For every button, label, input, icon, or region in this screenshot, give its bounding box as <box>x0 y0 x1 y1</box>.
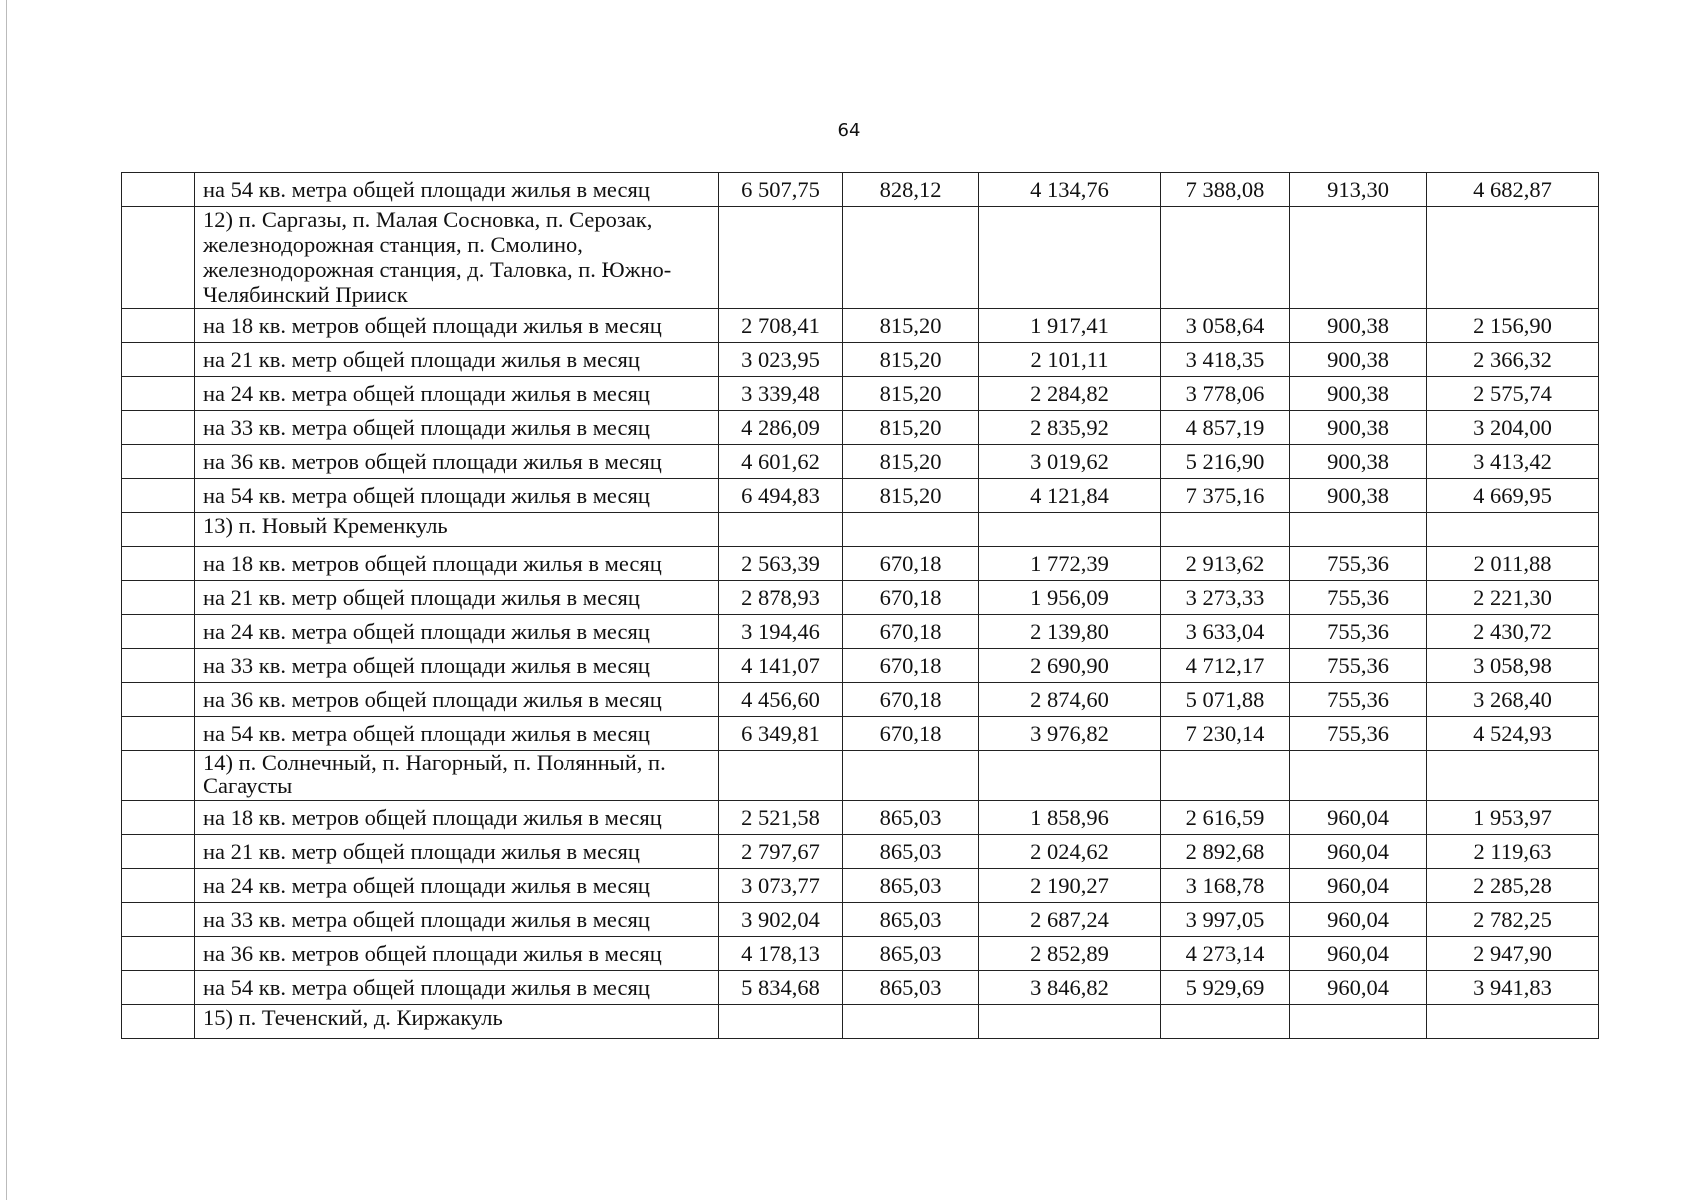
value-cell-col-1: 6 507,75 <box>719 173 843 207</box>
value-cell-col-1 <box>719 207 843 309</box>
value-cell-col-6 <box>1427 513 1599 547</box>
value-cell-col-3: 3 976,82 <box>979 717 1161 751</box>
value-cell-col-4: 5 929,69 <box>1161 971 1290 1005</box>
section-heading-cell: 15) п. Теченский, д. Киржакуль <box>195 1005 719 1039</box>
table-row <box>122 801 1599 835</box>
row-number-cell <box>122 445 195 479</box>
value-cell-col-5: 900,38 <box>1290 309 1427 343</box>
value-cell-col-2: 670,18 <box>843 649 979 683</box>
value-cell-col-1: 3 339,48 <box>719 377 843 411</box>
row-number-cell <box>122 479 195 513</box>
row-number-cell <box>122 937 195 971</box>
value-cell-col-2 <box>843 1005 979 1039</box>
value-cell-col-5: 900,38 <box>1290 377 1427 411</box>
value-cell-col-5 <box>1290 751 1427 801</box>
row-number-cell <box>122 377 195 411</box>
value-cell-col-6: 2 430,72 <box>1427 615 1599 649</box>
table-row <box>122 869 1599 903</box>
value-cell-col-5: 960,04 <box>1290 937 1427 971</box>
value-cell-col-3 <box>979 207 1161 309</box>
row-number-cell <box>122 343 195 377</box>
value-cell-col-6: 3 941,83 <box>1427 971 1599 1005</box>
value-cell-col-4: 4 857,19 <box>1161 411 1290 445</box>
table-row <box>122 971 1599 1005</box>
value-cell-col-3: 2 852,89 <box>979 937 1161 971</box>
value-cell-col-3 <box>979 513 1161 547</box>
value-cell-col-3: 3 019,62 <box>979 445 1161 479</box>
table-row <box>122 581 1599 615</box>
tariff-table <box>121 172 1599 1039</box>
value-cell-col-1: 2 797,67 <box>719 835 843 869</box>
value-cell-col-3: 2 687,24 <box>979 903 1161 937</box>
row-number-cell <box>122 869 195 903</box>
table-row <box>122 479 1599 513</box>
value-cell-col-4: 7 375,16 <box>1161 479 1290 513</box>
value-cell-col-6: 2 156,90 <box>1427 309 1599 343</box>
description-cell: на 33 кв. метра общей площади жилья в месяц <box>195 903 719 937</box>
description-cell: на 36 кв. метров общей площади жилья в месяц <box>195 937 719 971</box>
value-cell-col-4: 2 616,59 <box>1161 801 1290 835</box>
row-number-cell <box>122 649 195 683</box>
value-cell-col-4: 7 388,08 <box>1161 173 1290 207</box>
row-number-cell <box>122 971 195 1005</box>
value-cell-col-3: 1 917,41 <box>979 309 1161 343</box>
value-cell-col-6: 4 682,87 <box>1427 173 1599 207</box>
value-cell-col-6: 2 575,74 <box>1427 377 1599 411</box>
value-cell-col-4: 3 418,35 <box>1161 343 1290 377</box>
value-cell-col-5: 755,36 <box>1290 615 1427 649</box>
value-cell-col-2: 865,03 <box>843 937 979 971</box>
value-cell-col-2 <box>843 751 979 801</box>
value-cell-col-6: 3 204,00 <box>1427 411 1599 445</box>
value-cell-col-1: 4 141,07 <box>719 649 843 683</box>
value-cell-col-3: 2 190,27 <box>979 869 1161 903</box>
value-cell-col-2: 815,20 <box>843 479 979 513</box>
value-cell-col-1: 2 708,41 <box>719 309 843 343</box>
value-cell-col-2: 828,12 <box>843 173 979 207</box>
row-number-cell <box>122 173 195 207</box>
table-row <box>122 377 1599 411</box>
row-number-cell <box>122 717 195 751</box>
section-heading-cell: 12) п. Саргазы, п. Малая Сосновка, п. Серозак, железнодорожная станция, п. Смолино, железнодорожная станция, д. Таловка, п. Южно-Челябинский Прииск <box>195 207 719 309</box>
description-cell: на 54 кв. метра общей площади жилья в месяц <box>195 971 719 1005</box>
value-cell-col-4: 4 273,14 <box>1161 937 1290 971</box>
value-cell-col-5 <box>1290 513 1427 547</box>
value-cell-col-2 <box>843 207 979 309</box>
value-cell-col-2: 815,20 <box>843 309 979 343</box>
description-cell: на 21 кв. метр общей площади жилья в месяц <box>195 835 719 869</box>
description-cell: на 18 кв. метров общей площади жилья в месяц <box>195 801 719 835</box>
scan-edge-line <box>6 0 7 1200</box>
value-cell-col-4: 3 997,05 <box>1161 903 1290 937</box>
value-cell-col-4 <box>1161 1005 1290 1039</box>
value-cell-col-4: 5 216,90 <box>1161 445 1290 479</box>
value-cell-col-4: 4 712,17 <box>1161 649 1290 683</box>
value-cell-col-3: 2 139,80 <box>979 615 1161 649</box>
value-cell-col-3: 2 101,11 <box>979 343 1161 377</box>
value-cell-col-2 <box>843 513 979 547</box>
value-cell-col-2: 815,20 <box>843 343 979 377</box>
table-row <box>122 717 1599 751</box>
table-section-heading-row <box>122 751 1599 801</box>
row-number-cell <box>122 547 195 581</box>
value-cell-col-3: 1 772,39 <box>979 547 1161 581</box>
row-number-cell <box>122 309 195 343</box>
value-cell-col-4: 3 633,04 <box>1161 615 1290 649</box>
table-section-heading-row <box>122 1005 1599 1039</box>
row-number-cell <box>122 615 195 649</box>
value-cell-col-1 <box>719 751 843 801</box>
value-cell-col-6: 3 413,42 <box>1427 445 1599 479</box>
value-cell-col-5: 900,38 <box>1290 479 1427 513</box>
description-cell: на 36 кв. метров общей площади жилья в месяц <box>195 683 719 717</box>
value-cell-col-3: 3 846,82 <box>979 971 1161 1005</box>
value-cell-col-3: 2 284,82 <box>979 377 1161 411</box>
value-cell-col-2: 815,20 <box>843 377 979 411</box>
table-section-heading-row <box>122 513 1599 547</box>
value-cell-col-4 <box>1161 207 1290 309</box>
value-cell-col-5: 960,04 <box>1290 835 1427 869</box>
value-cell-col-3: 4 134,76 <box>979 173 1161 207</box>
value-cell-col-3 <box>979 1005 1161 1039</box>
value-cell-col-2: 670,18 <box>843 581 979 615</box>
value-cell-col-4: 2 913,62 <box>1161 547 1290 581</box>
table-row <box>122 683 1599 717</box>
value-cell-col-2: 670,18 <box>843 547 979 581</box>
table-section-heading-row <box>122 207 1599 309</box>
value-cell-col-5: 960,04 <box>1290 801 1427 835</box>
value-cell-col-1: 4 178,13 <box>719 937 843 971</box>
row-number-cell <box>122 581 195 615</box>
value-cell-col-1: 3 902,04 <box>719 903 843 937</box>
value-cell-col-5: 755,36 <box>1290 547 1427 581</box>
value-cell-col-4: 3 168,78 <box>1161 869 1290 903</box>
value-cell-col-2: 865,03 <box>843 869 979 903</box>
value-cell-col-1: 4 456,60 <box>719 683 843 717</box>
value-cell-col-6: 4 524,93 <box>1427 717 1599 751</box>
table-row <box>122 903 1599 937</box>
value-cell-col-1: 4 286,09 <box>719 411 843 445</box>
value-cell-col-2: 670,18 <box>843 615 979 649</box>
value-cell-col-1: 2 878,93 <box>719 581 843 615</box>
value-cell-col-6: 2 782,25 <box>1427 903 1599 937</box>
value-cell-col-4: 5 071,88 <box>1161 683 1290 717</box>
value-cell-col-5: 755,36 <box>1290 683 1427 717</box>
value-cell-col-1: 3 073,77 <box>719 869 843 903</box>
value-cell-col-5: 960,04 <box>1290 903 1427 937</box>
value-cell-col-5: 913,30 <box>1290 173 1427 207</box>
description-cell: на 21 кв. метр общей площади жилья в месяц <box>195 581 719 615</box>
value-cell-col-4 <box>1161 513 1290 547</box>
value-cell-col-6 <box>1427 207 1599 309</box>
value-cell-col-3: 1 956,09 <box>979 581 1161 615</box>
description-cell: на 24 кв. метра общей площади жилья в месяц <box>195 377 719 411</box>
table-body <box>122 173 1599 1039</box>
table-row <box>122 173 1599 207</box>
value-cell-col-4: 7 230,14 <box>1161 717 1290 751</box>
value-cell-col-5: 755,36 <box>1290 649 1427 683</box>
description-cell: на 54 кв. метра общей площади жилья в месяц <box>195 173 719 207</box>
row-number-cell <box>122 513 195 547</box>
value-cell-col-5: 960,04 <box>1290 971 1427 1005</box>
description-cell: на 33 кв. метра общей площади жилья в месяц <box>195 649 719 683</box>
value-cell-col-6: 1 953,97 <box>1427 801 1599 835</box>
description-cell: на 24 кв. метра общей площади жилья в месяц <box>195 615 719 649</box>
description-cell: на 36 кв. метров общей площади жилья в месяц <box>195 445 719 479</box>
row-number-cell <box>122 751 195 801</box>
value-cell-col-4: 3 778,06 <box>1161 377 1290 411</box>
row-number-cell <box>122 683 195 717</box>
description-cell: на 33 кв. метра общей площади жилья в месяц <box>195 411 719 445</box>
value-cell-col-6: 3 268,40 <box>1427 683 1599 717</box>
value-cell-col-5: 755,36 <box>1290 717 1427 751</box>
value-cell-col-3: 2 835,92 <box>979 411 1161 445</box>
value-cell-col-1: 6 349,81 <box>719 717 843 751</box>
value-cell-col-1: 2 563,39 <box>719 547 843 581</box>
value-cell-col-1: 6 494,83 <box>719 479 843 513</box>
value-cell-col-3: 2 024,62 <box>979 835 1161 869</box>
value-cell-col-4: 3 058,64 <box>1161 309 1290 343</box>
table-row <box>122 835 1599 869</box>
value-cell-col-6: 2 366,32 <box>1427 343 1599 377</box>
value-cell-col-5: 900,38 <box>1290 343 1427 377</box>
value-cell-col-4: 2 892,68 <box>1161 835 1290 869</box>
table-row <box>122 411 1599 445</box>
value-cell-col-4: 3 273,33 <box>1161 581 1290 615</box>
value-cell-col-2: 670,18 <box>843 717 979 751</box>
value-cell-col-6: 4 669,95 <box>1427 479 1599 513</box>
page-number: 64 <box>837 120 861 141</box>
table-row <box>122 937 1599 971</box>
description-cell: на 24 кв. метра общей площади жилья в месяц <box>195 869 719 903</box>
value-cell-col-1: 2 521,58 <box>719 801 843 835</box>
value-cell-col-3: 1 858,96 <box>979 801 1161 835</box>
description-cell: на 54 кв. метра общей площади жилья в месяц <box>195 479 719 513</box>
row-number-cell <box>122 207 195 309</box>
value-cell-col-6: 3 058,98 <box>1427 649 1599 683</box>
value-cell-col-4 <box>1161 751 1290 801</box>
row-number-cell <box>122 801 195 835</box>
section-heading-cell: 14) п. Солнечный, п. Нагорный, п. Полянный, п. Сагаусты <box>195 751 719 801</box>
value-cell-col-5: 900,38 <box>1290 445 1427 479</box>
value-cell-col-3: 2 690,90 <box>979 649 1161 683</box>
table-row <box>122 309 1599 343</box>
table-row <box>122 547 1599 581</box>
value-cell-col-5: 900,38 <box>1290 411 1427 445</box>
table-row <box>122 343 1599 377</box>
value-cell-col-2: 865,03 <box>843 971 979 1005</box>
description-cell: на 18 кв. метров общей площади жилья в месяц <box>195 309 719 343</box>
description-cell: на 54 кв. метра общей площади жилья в месяц <box>195 717 719 751</box>
value-cell-col-2: 865,03 <box>843 801 979 835</box>
section-heading-cell: 13) п. Новый Кременкуль <box>195 513 719 547</box>
value-cell-col-2: 865,03 <box>843 835 979 869</box>
value-cell-col-2: 815,20 <box>843 411 979 445</box>
value-cell-col-5 <box>1290 207 1427 309</box>
value-cell-col-6: 2 947,90 <box>1427 937 1599 971</box>
value-cell-col-5: 755,36 <box>1290 581 1427 615</box>
row-number-cell <box>122 411 195 445</box>
value-cell-col-1 <box>719 1005 843 1039</box>
value-cell-col-6: 2 285,28 <box>1427 869 1599 903</box>
row-number-cell <box>122 1005 195 1039</box>
value-cell-col-1 <box>719 513 843 547</box>
value-cell-col-2: 865,03 <box>843 903 979 937</box>
row-number-cell <box>122 903 195 937</box>
value-cell-col-1: 5 834,68 <box>719 971 843 1005</box>
value-cell-col-6: 2 119,63 <box>1427 835 1599 869</box>
value-cell-col-6 <box>1427 1005 1599 1039</box>
value-cell-col-2: 815,20 <box>843 445 979 479</box>
value-cell-col-1: 3 023,95 <box>719 343 843 377</box>
table-row <box>122 615 1599 649</box>
description-cell: на 21 кв. метр общей площади жилья в месяц <box>195 343 719 377</box>
table-row <box>122 445 1599 479</box>
value-cell-col-6 <box>1427 751 1599 801</box>
value-cell-col-5: 960,04 <box>1290 869 1427 903</box>
value-cell-col-1: 3 194,46 <box>719 615 843 649</box>
value-cell-col-3 <box>979 751 1161 801</box>
value-cell-col-6: 2 221,30 <box>1427 581 1599 615</box>
value-cell-col-3: 2 874,60 <box>979 683 1161 717</box>
value-cell-col-2: 670,18 <box>843 683 979 717</box>
value-cell-col-6: 2 011,88 <box>1427 547 1599 581</box>
value-cell-col-3: 4 121,84 <box>979 479 1161 513</box>
table-row <box>122 649 1599 683</box>
description-cell: на 18 кв. метров общей площади жилья в месяц <box>195 547 719 581</box>
value-cell-col-5 <box>1290 1005 1427 1039</box>
value-cell-col-1: 4 601,62 <box>719 445 843 479</box>
row-number-cell <box>122 835 195 869</box>
